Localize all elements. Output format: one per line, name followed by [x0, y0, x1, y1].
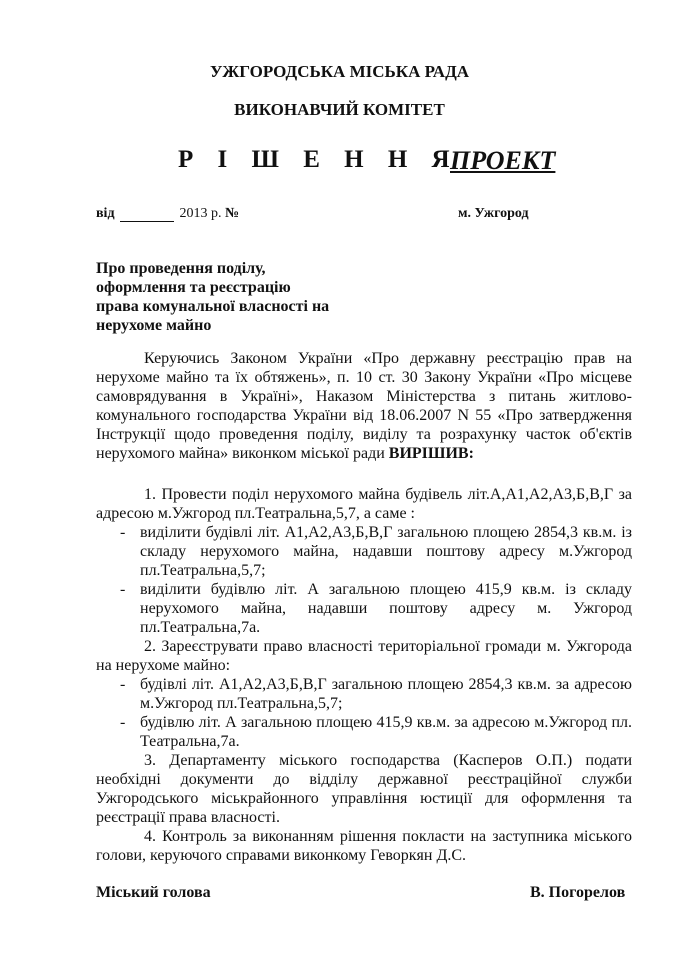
subject-line: оформлення та реєстрацію — [96, 279, 291, 296]
preamble-text: Керуючись Законом України «Про державну реєстрацію прав на нерухоме майно та їх обтяжень», п. 10 ст. 30 Закону України «Про місцеве самоврядування в Україні», Наказом Міністерства з питань житлово-комунального господарства України від 18.06.2007 N 55 «Про затвердження Інструкції щодо проведення поділу, виділу та розрахунку часток об'єктів нерухомого майна» виконком міської ради — [96, 350, 632, 462]
item-1-sub-1: - виділити будівлі літ. А1,А2,А3,Б,В,Г загальною площею 2854,3 кв.м. із складу нерухомого майна, надавши поштову адресу м.Ужгород пл.Театральна,5,7; — [96, 523, 632, 580]
decision-subject — [96, 259, 396, 335]
council-name: УЖГОРОДСЬКА МІСЬКА РАДА — [209, 62, 470, 81]
signature-position: Міський голова — [96, 884, 211, 901]
draft-mark: ПРОЕКТ — [450, 146, 556, 175]
dateline-city: м. Ужгород — [458, 206, 529, 221]
subject-line: Про проведення поділу, — [96, 260, 266, 277]
item-1-sub-2: - виділити будівлю літ. А загальною площею 415,9 кв.м. із складу нерухомого майна, надавши поштову адресу м. Ужгород пл.Театральна,7а. — [96, 580, 632, 637]
item-2: 2. Зареєструвати право власності територіальної громади м. Ужгорода на нерухоме майно: — [96, 638, 632, 674]
dateline-from: від — [96, 206, 115, 221]
signature-name: В. Погорелов — [530, 884, 626, 901]
date-blank — [120, 208, 174, 222]
item-2-sublist — [96, 675, 632, 751]
decided-word: ВИРІШИВ: — [388, 445, 474, 462]
document-title: Р І Ш Е Н Н Я — [178, 146, 459, 173]
subject-line: права комунальної власності на — [96, 298, 330, 315]
dateline-year: 2013 р. — [179, 206, 222, 221]
item-4: 4. Контроль за виконанням рішення покласти на заступника міського голови, керуючого справами виконкому Геворкян Д.С. — [96, 828, 632, 864]
item-2-sub-2: - будівлю літ. А загальною площею 415,9 кв.м. за адресою м.Ужгород пл. Театральна,7а. — [96, 713, 632, 751]
dateline-number-sign: № — [225, 206, 240, 221]
item-1: 1. Провести поділ нерухомого майна будівель літ.А,А1,А2,А3,Б,В,Г за адресою м.Ужгород пл.Театральна,5,7, а саме : — [96, 486, 632, 522]
item-2-sub-1: - будівлі літ. А1,А2,А3,Б,В,Г загальною площею 2854,3 кв.м. за адресою м.Ужгород пл.Театральна,5,7; — [96, 675, 632, 713]
item-1-sublist — [96, 523, 632, 637]
decision-body — [96, 349, 632, 865]
committee-name: ВИКОНАВЧИЙ КОМІТЕТ — [234, 100, 445, 119]
subject-line: нерухоме майно — [96, 317, 212, 334]
item-3: 3. Департаменту міського господарства (Касперов О.П.) подати необхідні документи до відділу державної реєстраційної служби Ужгородського міськрайонного управління юстиції для оформлення та реєстрації права власності. — [96, 752, 632, 826]
dateline — [96, 206, 239, 222]
preamble — [96, 349, 632, 463]
